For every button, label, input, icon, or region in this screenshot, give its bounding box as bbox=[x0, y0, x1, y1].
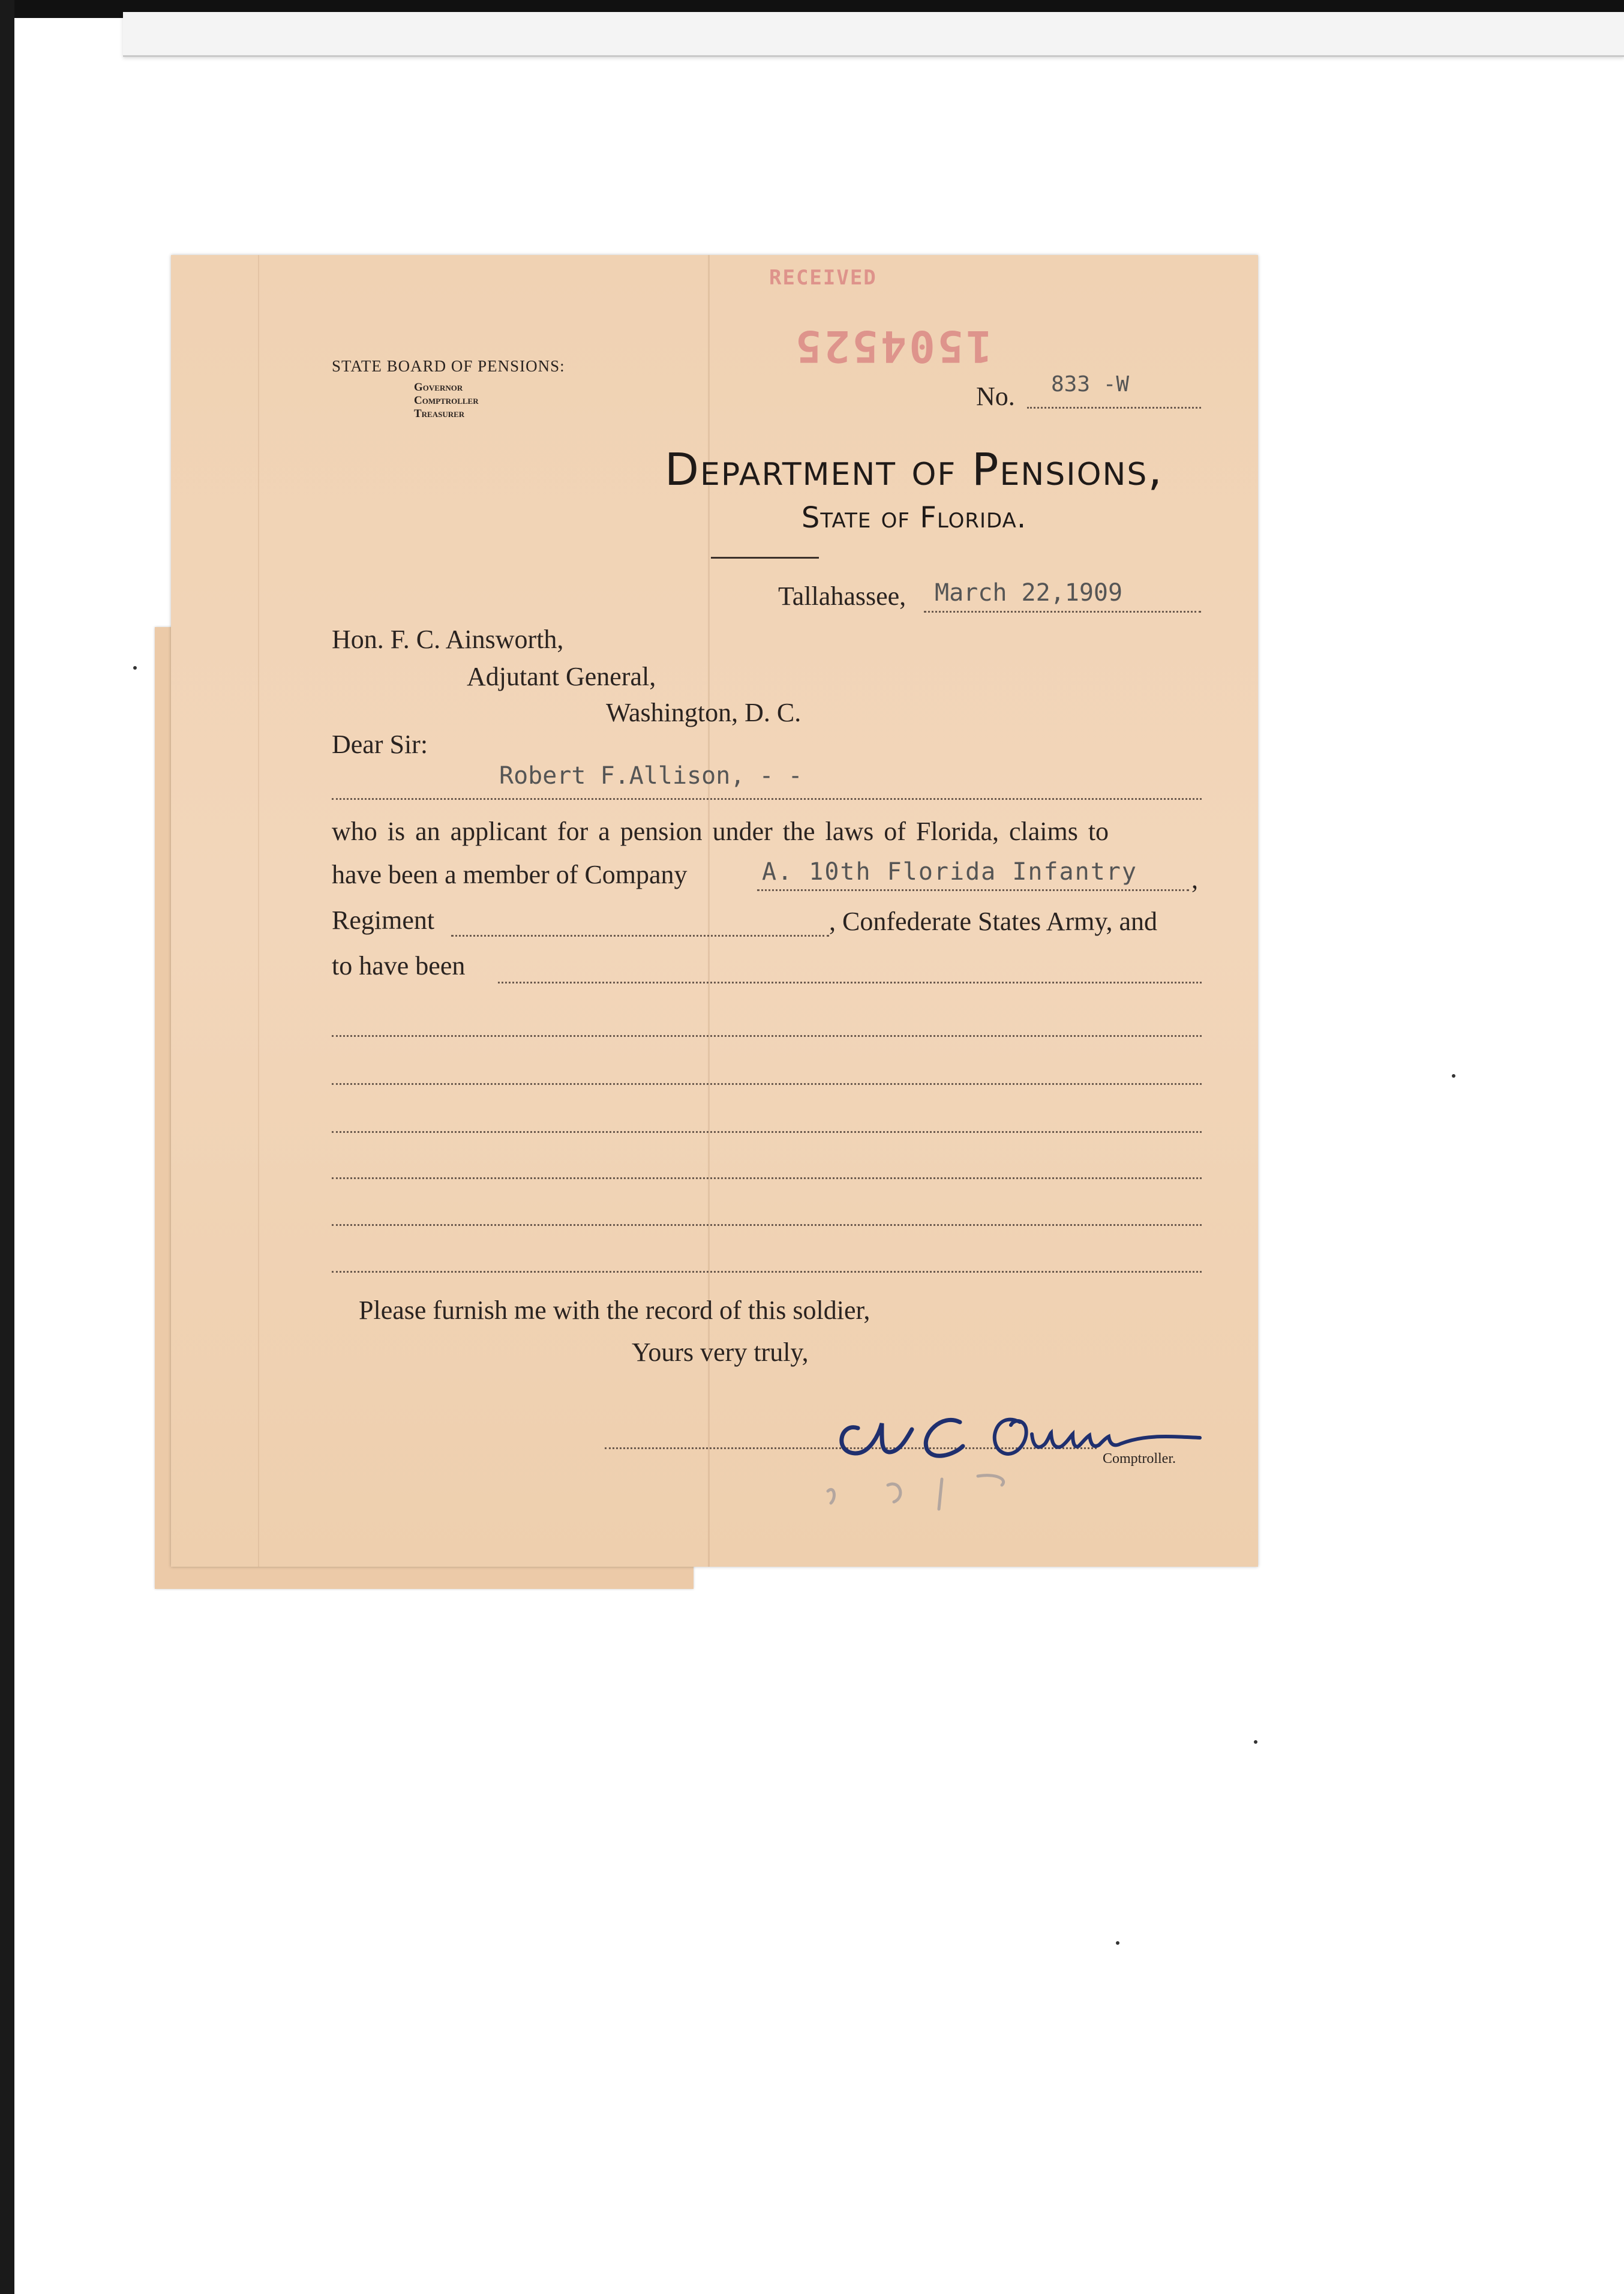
number-value: 833 -W bbox=[1051, 372, 1130, 397]
board-member-treasurer: Treasurer bbox=[414, 407, 465, 420]
board-heading: STATE BOARD OF PENSIONS: bbox=[332, 357, 565, 375]
applicant-name: Robert F.Allison, - - bbox=[499, 762, 803, 790]
board-member-comptroller: Comptroller bbox=[414, 394, 479, 407]
addressee-location: Washington, D. C. bbox=[606, 698, 802, 727]
blank-line bbox=[332, 1224, 1202, 1226]
regiment-tail: , Confederate States Army, and bbox=[829, 907, 1157, 936]
board-member-governor: Governor bbox=[414, 381, 463, 394]
regiment-label: Regiment bbox=[332, 905, 435, 935]
scanner-cover-strip bbox=[123, 12, 1624, 57]
scanner-left-edge bbox=[0, 0, 14, 2294]
addressee-title: Adjutant General, bbox=[467, 662, 656, 691]
closing-valediction: Yours very truly, bbox=[632, 1338, 809, 1367]
received-stamp bbox=[757, 261, 1009, 399]
blank-line bbox=[332, 1177, 1202, 1179]
dateline-date: March 22,1909 bbox=[935, 579, 1123, 607]
dust-speck bbox=[133, 666, 137, 670]
stamp-text: RECEIVED bbox=[769, 266, 877, 290]
dateline-city: Tallahassee, bbox=[778, 581, 906, 611]
ink-smudge bbox=[822, 1467, 1074, 1515]
blank-line bbox=[332, 1035, 1202, 1037]
company-comma: , bbox=[1191, 865, 1198, 894]
body-line-1: who is an applicant for a pension under the laws of Florida, claims to bbox=[332, 817, 1109, 846]
blank-line bbox=[332, 1131, 1202, 1133]
number-field-line bbox=[1027, 407, 1201, 409]
company-field-line bbox=[757, 889, 1189, 891]
date-field-line bbox=[924, 611, 1201, 613]
salutation: Dear Sir: bbox=[332, 730, 428, 759]
number-label: No. bbox=[976, 382, 1015, 411]
blank-line bbox=[332, 1083, 1202, 1085]
title-rule bbox=[711, 557, 819, 559]
company-value: A. 10th Florida Infantry bbox=[762, 858, 1137, 886]
state-title: State of Florida. bbox=[801, 501, 1027, 535]
signer-title: Comptroller. bbox=[1103, 1451, 1176, 1467]
stamp-number: 1504525 bbox=[793, 321, 992, 371]
applicant-name-line bbox=[332, 798, 1202, 800]
addressee-name: Hon. F. C. Ainsworth, bbox=[332, 625, 564, 654]
blank-line bbox=[332, 1271, 1202, 1273]
dust-speck bbox=[1116, 1941, 1119, 1945]
have-been-field-line bbox=[498, 982, 1202, 983]
have-been-label: to have been bbox=[332, 951, 466, 980]
department-title: Department of Pensions, bbox=[665, 444, 1163, 496]
board-members bbox=[414, 381, 479, 421]
dust-speck bbox=[1254, 1740, 1257, 1744]
closing-request: Please furnish me with the record of this soldier, bbox=[359, 1296, 870, 1325]
dust-speck bbox=[1452, 1074, 1455, 1078]
body-line-2: have been a member of Company bbox=[332, 860, 688, 889]
regiment-field-line bbox=[451, 935, 829, 937]
